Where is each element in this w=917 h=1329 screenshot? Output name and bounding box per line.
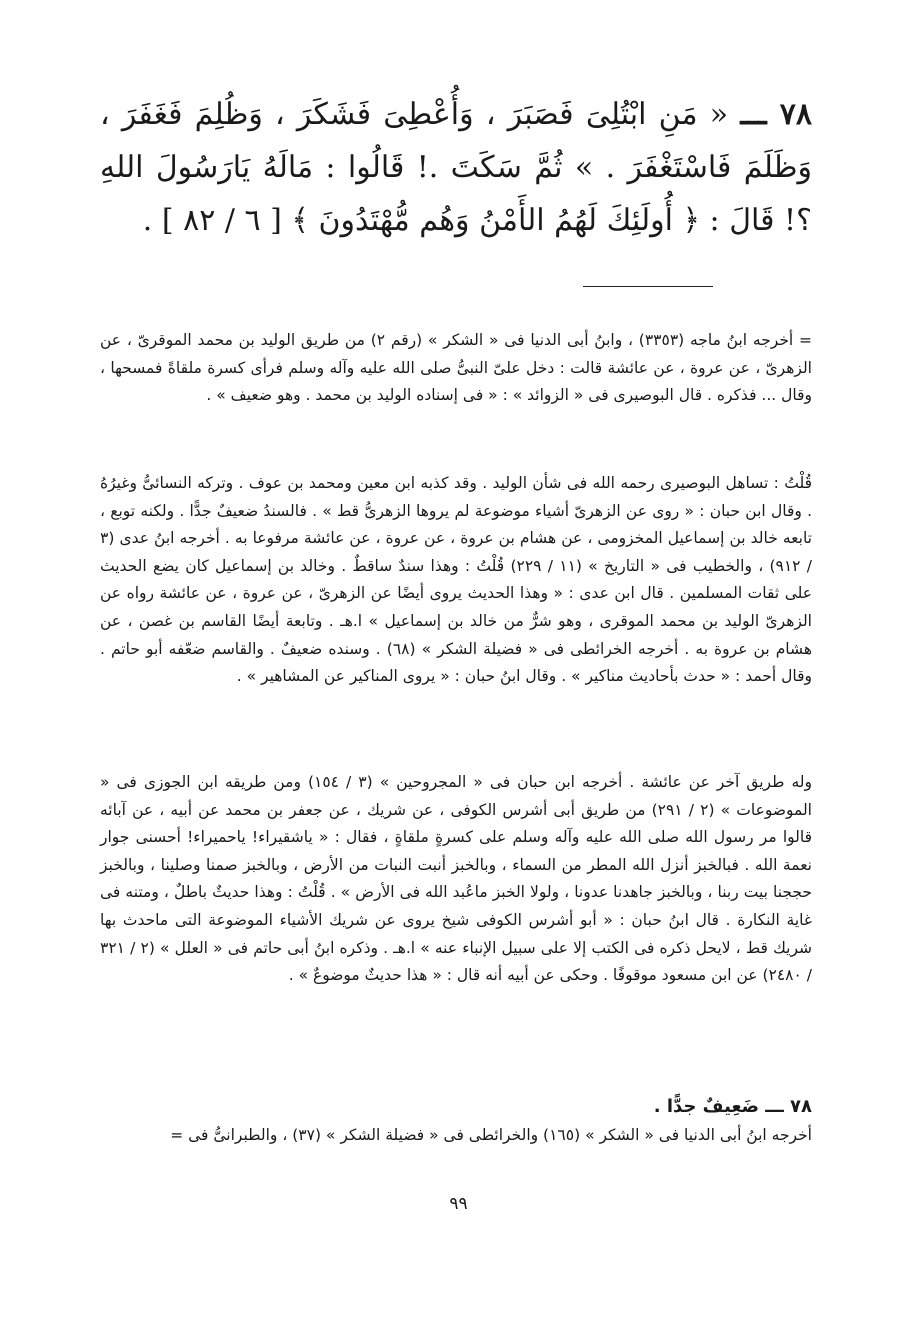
paragraph-text: وله طريق آخر عن عائشة . أخرجه ابن حبان فى « المجروحين » (٣ / ١٥٤) ومن طريقه ابن الجوزى فى « الموضوعات » (٢ / ٢٩١) من طريق أبى أشرس الكوفى ، عن شريك ، عن جعفر بن محمد عن أبيه ، عن آبائه قالوا مر رسول الله صلى الله عليه وآله وسلم على كسرةٍ ملقاةٍ ، فقال : « ياشقيراء! ياحميراء! أحسنى جوار نعمة الله . فبالخبز أنزل الله المطر من السماء ، وبالخبز أنبت النبات من الأرض ، وبالخبز صمنا وصلينا ، وبالخبز حججنا بيت ربنا ، وبالخبز جاهدنا عدونا ، ولولا الخبز ماعُبد الله فى الأرض » . قُلْتُ : وهذا حديثٌ باطلٌ ، ومتنه فى غاية النكارة . قال ابنُ حبان : « أبو أشرس الكوفى شيخ يروى عن شريك الأشياء الموضوعة التى ماحدث بها شريك قط ، لايحل ذكره فى الكتب إلا على سبيل الإنباء عنه » ا.هـ . وذكره ابنُ أبى حاتم فى « العلل » (٢ / ٣٢١ / ٢٤٨٠) عن ابن مسعود موقوفًا . وحكى عن أبيه أنه قال : « هذا حديثٌ موضوعٌ » . bbox=[100, 773, 812, 985]
hadith-number: ٧٨ ـــ bbox=[740, 97, 813, 132]
paragraph-text: أخرجه ابنُ أبى الدنيا فى « الشكر » (١٦٥) والخرائطى فى « فضيلة الشكر » (٣٧) ، والطبرانىُّ فى = bbox=[170, 1126, 812, 1144]
hadith-body: « مَنِ ابْتُلِىَ فَصَبَرَ ، وَأُعْطِىَ فَشَكَرَ ، وَظُلِمَ فَغَفَرَ ، وَظَلَمَ فَاسْتَغْفَرَ . » ثُمَّ سَكَتَ .! قَالُوا : مَالَهُ يَارَسُولَ اللهِ ؟! قَالَ : ﴿ أُولَئِكَ لَهُمُ الأَمْنُ وَهُم مُّهْتَدُونَ ﴾ [ ٦ / ٨٢ ] . bbox=[100, 97, 812, 238]
hadith-text-block bbox=[100, 88, 812, 247]
takhrij-paragraph-2 bbox=[100, 470, 812, 691]
page-number: ٩٩ bbox=[449, 1194, 468, 1214]
takhrij-paragraph-1 bbox=[100, 327, 812, 410]
takhrij-paragraph-3 bbox=[100, 769, 812, 990]
takhrij-paragraph-4 bbox=[100, 1122, 812, 1150]
grade-heading: ٧٨ ـــ ضَعِيفٌ جدًّا . bbox=[653, 1096, 812, 1117]
paragraph-text: قُلْتُ : تساهل البوصيرى رحمه الله فى شأن الوليد . وقد كذبه ابن معين ومحمد بن عوف . وتركه النسائىُّ وغيرُهُ . وقال ابن حبان : « روى عن الزهرىّ أشياء موضوعة لم يروها الزهرىُّ قط » . فالسندُ ضعيفٌ جدًّا . ولكنه توبع ، تابعه خالد بن إسماعيل المخزومى ، عن هشام بن عروة ، عن عروة ، عن عائشة مرفوعا به . أخرجه ابنُ عدى (٣ / ٩١٢) ، والخطيب فى « التاريخ » (١١ / ٢٢٩) قُلْتُ : وهذا سندٌ ساقطٌ . وخالد بن إسماعيل كان يضع الحديث على ثقات المسلمين . قال ابن عدى : « وهذا الحديث يروى أيضًا عن الزهرىّ ، عن عروة ، عن عائشة رواه عن الزهرىّ الوليد بن محمد الموقرى ، وهو شرٌّ من خالد بن إسماعيل » ا.هـ . وتابعة أيضًا القاسم بن غصن ، عن هشام بن عروة به . أخرجه الخرائطى فى « فضيلة الشكر » (٦٨) . وسنده ضعيفٌ . والقاسم ضعّفه أبو حاتم . وقال أحمد : « حدث بأحاديث مناكير » . وقال ابنُ حبان : « يروى المناكير عن المشاهير » . bbox=[100, 474, 813, 686]
paragraph-text: = أخرجه ابنُ ماجه (٣٣٥٣) ، وابنُ أبى الدنيا فى « الشكر » (رقم ٢) من طريق الوليد بن محمد الموقرىّ ، عن الزهرىّ ، عن عروة ، عن عائشة قالت : دخل علىّ النبىُّ صلى الله عليه وآله وسلم فرأى كسرة ملقاةً فمسحها ، وقال ... فذكره . قال البوصيرى فى « الزوائد » : « فى إسناده الوليد بن محمد . وهو ضعيف » . bbox=[100, 331, 812, 405]
footnote-divider bbox=[583, 286, 713, 287]
